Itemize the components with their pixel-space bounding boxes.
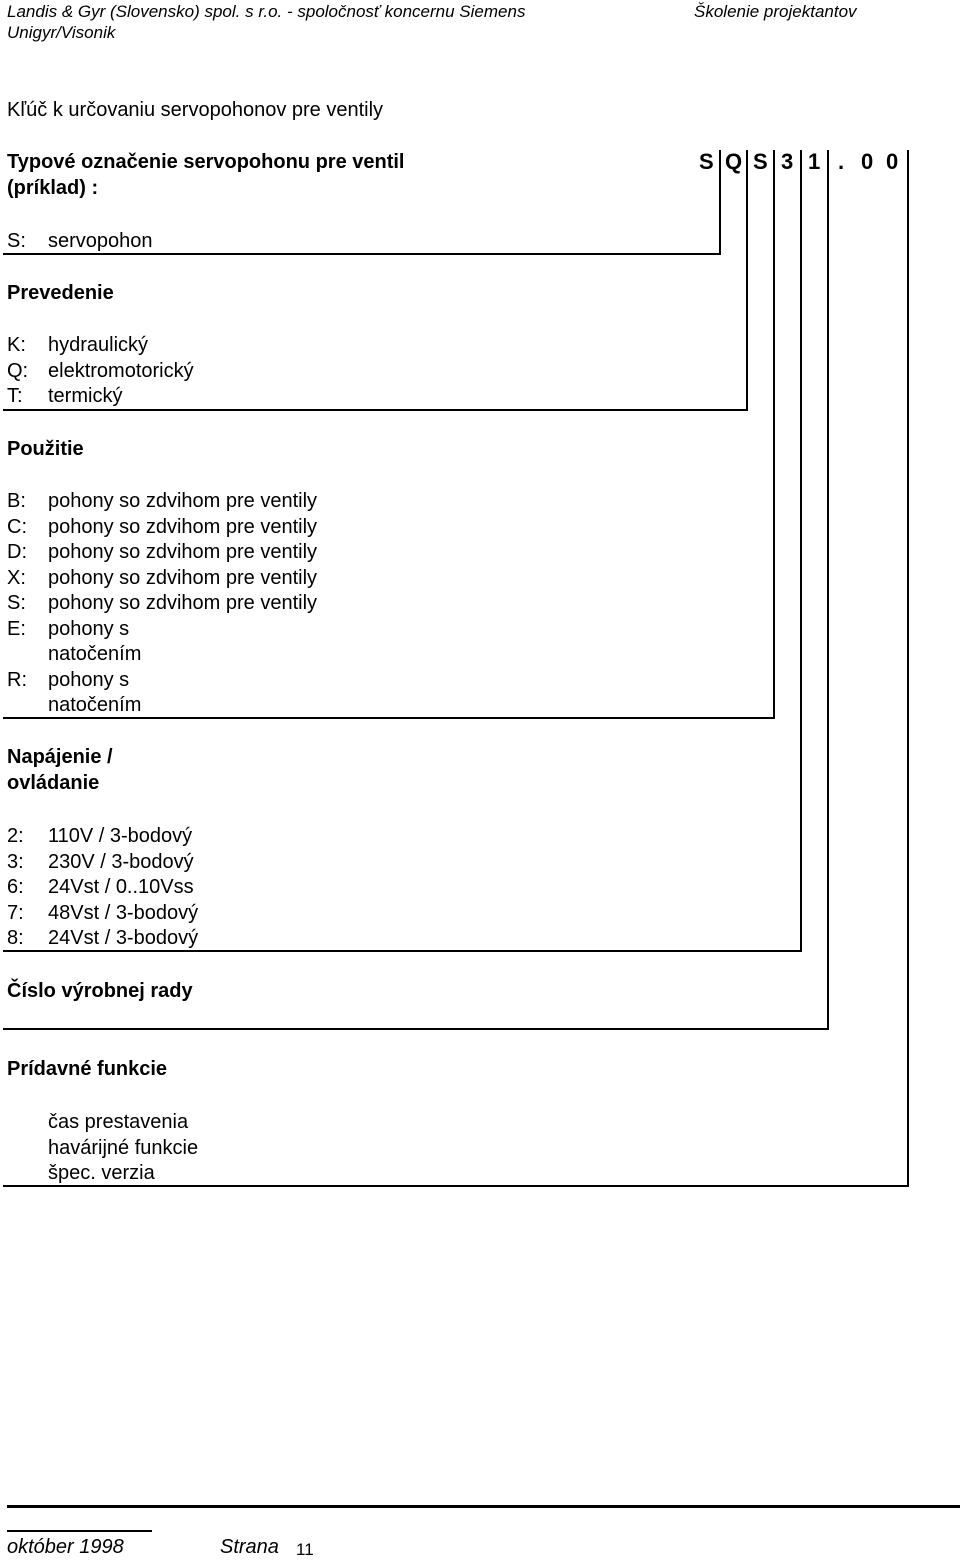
list-item: 2: 110V / 3-bodový xyxy=(7,825,193,847)
section-title-ovladanie: ovládanie xyxy=(7,772,100,794)
code-char-2: Q xyxy=(725,149,743,174)
document-title: Kľúč k určovaniu servopohonov pre ventily xyxy=(7,99,384,121)
type-label: Typové označenie servopohonu pre ventil xyxy=(7,151,405,173)
list-item: špec. verzia xyxy=(48,1162,155,1184)
prevedenie-list xyxy=(7,333,194,410)
list-item: R: pohony s xyxy=(7,668,130,691)
list-item: Q: elektromotorický xyxy=(7,359,194,382)
list-item-continuation: natočením xyxy=(48,694,142,716)
bracket-vline-2 xyxy=(746,150,748,410)
section-title-napajanie: Napájenie / xyxy=(7,746,113,768)
bracket-hline-1 xyxy=(3,253,721,255)
list-item: S: pohony so zdvihom pre ventily xyxy=(7,592,318,614)
code-char-5: 1 xyxy=(808,149,821,174)
servopohon-key: S: xyxy=(7,230,26,252)
bracket-vline-1 xyxy=(719,150,721,254)
list-item: 3: 230V / 3-bodový xyxy=(7,850,194,873)
list-item: B: pohony so zdvihom pre ventily xyxy=(7,490,318,512)
list-item: C: pohony so zdvihom pre ventily xyxy=(7,515,318,538)
bracket-hline-2 xyxy=(3,409,748,411)
servopohon-value: servopohon xyxy=(48,230,153,252)
list-item: T: termický xyxy=(7,385,123,407)
footer-rule xyxy=(7,1505,960,1508)
list-item-continuation: natočením xyxy=(48,643,142,665)
pridavne-list xyxy=(48,1110,198,1187)
list-item: havárijné funkcie xyxy=(48,1136,199,1159)
list-item: X: pohony so zdvihom pre ventily xyxy=(7,566,318,589)
bracket-hline-6 xyxy=(3,1185,909,1187)
header-training: Školenie projektantov xyxy=(694,2,857,21)
bracket-hline-3 xyxy=(3,717,775,719)
code-char-6: . xyxy=(838,149,845,174)
bracket-vline-3 xyxy=(773,150,775,718)
list-item: 8: 24Vst / 3-bodový xyxy=(7,927,199,949)
footer-page-number: 11 xyxy=(296,1540,314,1559)
section-title-cislo: Číslo výrobnej rady xyxy=(7,980,193,1002)
code-char-8: 0 xyxy=(886,149,899,174)
list-item: E: pohony s xyxy=(7,617,130,640)
bracket-vline-4 xyxy=(800,150,802,951)
section-title-pridavne: Prídavné funkcie xyxy=(7,1058,168,1080)
header-division: Unigyr/Visonik xyxy=(7,23,116,42)
bracket-vline-5 xyxy=(827,150,829,1029)
list-item: K: hydraulický xyxy=(7,334,149,356)
list-item: 7: 48Vst / 3-bodový xyxy=(7,901,199,924)
footer-page-label: Strana xyxy=(220,1536,279,1558)
bracket-hline-4 xyxy=(3,950,802,952)
bracket-vline-6 xyxy=(907,150,909,1186)
list-item: 6: 24Vst / 0..10Vss xyxy=(7,876,194,898)
code-char-1: S xyxy=(699,149,714,174)
servopohon-entry xyxy=(7,229,153,255)
footer-date: október 1998 xyxy=(7,1536,124,1558)
bracket-hline-5 xyxy=(3,1028,829,1030)
code-char-7: 0 xyxy=(861,149,874,174)
code-char-3: S xyxy=(753,149,768,174)
section-title-prevedenie: Prevedenie xyxy=(7,282,114,304)
list-item: čas prestavenia xyxy=(48,1111,189,1133)
code-char-4: 3 xyxy=(781,149,794,174)
footer-date-rule xyxy=(7,1530,152,1532)
napajanie-list xyxy=(7,824,198,952)
section-title-pouzitie: Použitie xyxy=(7,438,84,460)
pouzitie-list xyxy=(7,489,317,719)
header-company: Landis & Gyr (Slovensko) spol. s r.o. - spoločnosť koncernu Siemens xyxy=(7,2,526,21)
list-item: D: pohony so zdvihom pre ventily xyxy=(7,541,318,563)
type-example-label: (príklad) : xyxy=(7,177,99,199)
